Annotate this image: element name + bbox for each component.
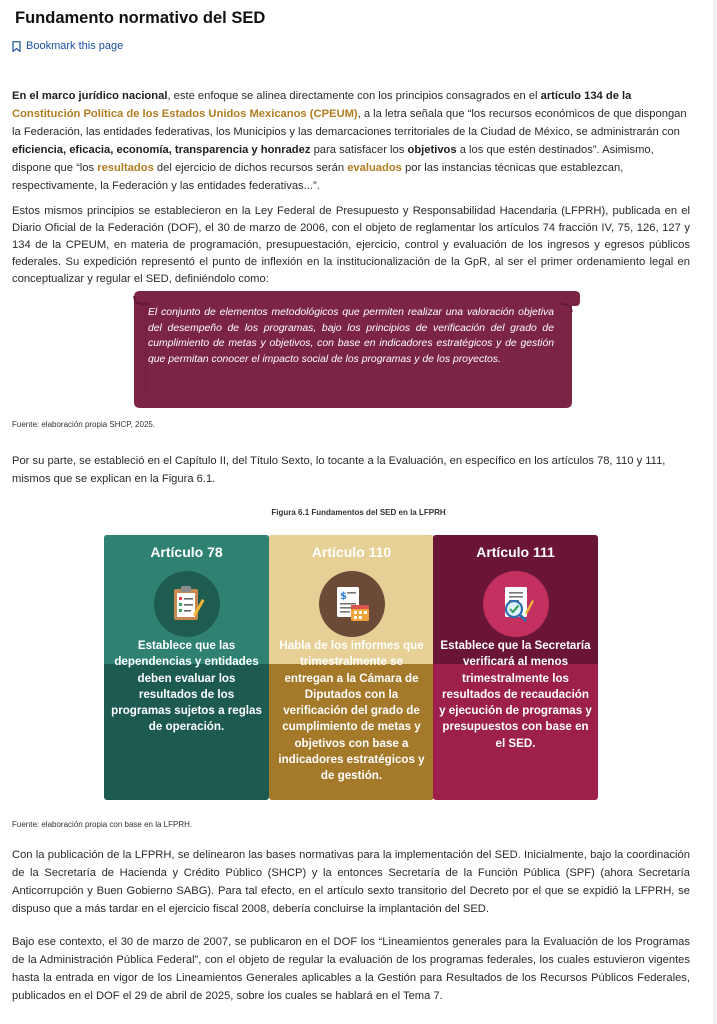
- paragraph-implementacion: Con la publicación de la LFPRH, se delinearon las bases normativas para la implementación del SED. Inicialmente, bajo la coordinación de la Secretaría de Hacienda y Crédito Público (SHCP) y la entonces Secretaría de la Función Pública (SPF) (ahora Secretaría Anticorrupción y Buen Gobierno SABG). Para tal efecto, en el artículo sexto transitorio del Decreto por el que se expidió la LFPRH, se dispuso que a más tardar en el ejercicio fiscal 2008, debería concluirse la implantación del SED.: [12, 849, 690, 915]
- text: , este enfoque se alinea directamente con los principios consagrados en el: [167, 90, 541, 102]
- scroll-quote: El conjunto de elementos metodológicos que permiten realizar una valoración objetiva del desempeño de los programas, bajo los principios de verificación del grado de cumplimiento de metas y objetivos, con base en indicadores estratégicos y de gestión que permitan conocer el impacto social de los programas y de los proyectos.: [148, 307, 554, 365]
- page-title: Fundamento normativo del SED: [15, 9, 266, 27]
- bold-objetivos: objetivos: [407, 144, 457, 156]
- text: a los que estén destinados”. Asimismo, dispone que “los: [12, 144, 654, 174]
- document-magnifier-check-icon: [495, 583, 537, 625]
- highlight-evaluados: evaluados: [347, 162, 402, 174]
- text: por las instancias técnicas que establezcan, respectivamente, la Federación y las entidades federativas...”.: [12, 162, 624, 192]
- paragraph-lineamientos: Bajo ese contexto, el 30 de marzo de 2007, se publicaron en el DOF los “Lineamientos generales para la Evaluación de los Programas de la Administración Pública Federal”, con el objeto de regular la evaluación de los programas federales, los cuales estuvieron vigentes hasta la entrada en vigor de los Lineamientos Generales aplicables a la Gestión para Resultados de los Recursos Públicos Federales, publicados en el DOF el 29 de abril de 2025, sobre los cuales se hablará en el Tema 7.: [12, 936, 690, 1002]
- card-text: Habla de los informes que trimestralmente se entregan a la Cámara de Diputados con la verificación del grado de cumplimiento de metas y objetivos con base a indicadores estratégicos y de gestión.: [278, 639, 425, 783]
- bold-principles: eficiencia, eficacia, economía, transparencia y honradez: [12, 144, 311, 156]
- bookmark-icon: [12, 41, 21, 52]
- svg-text:$: $: [339, 591, 347, 602]
- source-note: Fuente: elaboración propia con base en la LFPRH.: [12, 820, 193, 829]
- card-text: Establece que las dependencias y entidades deben evaluar los resultados de los programas sujetos a reglas de operación.: [111, 639, 262, 734]
- paragraph-lfprh: Estos mismos principios se establecieron en la Ley Federal de Presupuesto y Responsabilidad Hacendaria (LFPRH), publicada en el Diario Oficial de la Federación (DOF), el 30 de marzo de 2006, con el objeto de reglamentar los artículos 74 fracción IV, 75, 126, 127 y 134 de la CPEUM, en materia de programación, presupuestación, ejercicio, control y evaluación de los ingresos y egresos públicos federales. Su expedición representó el punto de inflexión en la institucionalización de la GpR, al ser el primer ordenamiento legal en conceptualizar y regular el SED, definiéndolo como:: [12, 205, 690, 285]
- card-articulo-110: [269, 535, 434, 800]
- card-heading: Artículo 78: [104, 535, 269, 569]
- bold-text: artículo 134 de la: [540, 90, 632, 102]
- text: , a la letra señala que “los recursos económicos de que dispongan la Federación, las entidades federativas, los Municipios y las demarcaciones territoriales de la Ciudad de México, se administrarán con: [12, 108, 687, 138]
- paragraph-constitution: [12, 87, 690, 195]
- highlight-resultados: resultados: [97, 162, 154, 174]
- scrollbar[interactable]: [713, 0, 717, 1024]
- figure-title: Figura 6.1 Fundamentos del SED en la LFPRH: [271, 508, 446, 517]
- card-articulo-78: [104, 535, 269, 800]
- highlight-cpeum: Constitución Política de los Estados Unidos Mexicanos (CPEUM): [12, 108, 358, 120]
- card-text: Establece que la Secretaría verificará al menos trimestralmente los resultados de recaudación y ejecución de programas y presupuestos con base en el SED.: [439, 639, 592, 750]
- bookmark-link[interactable]: [12, 40, 123, 52]
- card-articulo-111: [433, 535, 598, 800]
- bold-text: En el marco jurídico nacional: [12, 90, 168, 102]
- bookmark-label: Bookmark this page: [26, 40, 124, 52]
- clipboard-checklist-icon: [166, 583, 208, 625]
- card-heading: Artículo 110: [269, 535, 434, 569]
- source-note: Fuente: elaboración propia SHCP, 2025.: [12, 420, 156, 429]
- text: del ejercicio de dichos recursos serán: [153, 162, 348, 174]
- financial-report-calendar-icon: [331, 583, 373, 625]
- text: para satisfacer los: [310, 144, 408, 156]
- paragraph-evaluacion: Por su parte, se estableció en el Capítulo II, del Título Sexto, lo tocante a la Evaluación, en específico en los artículos 78, 110 y 111, mismos que se explican en la Figura 6.1.: [12, 455, 666, 485]
- card-heading: Artículo 111: [433, 535, 598, 569]
